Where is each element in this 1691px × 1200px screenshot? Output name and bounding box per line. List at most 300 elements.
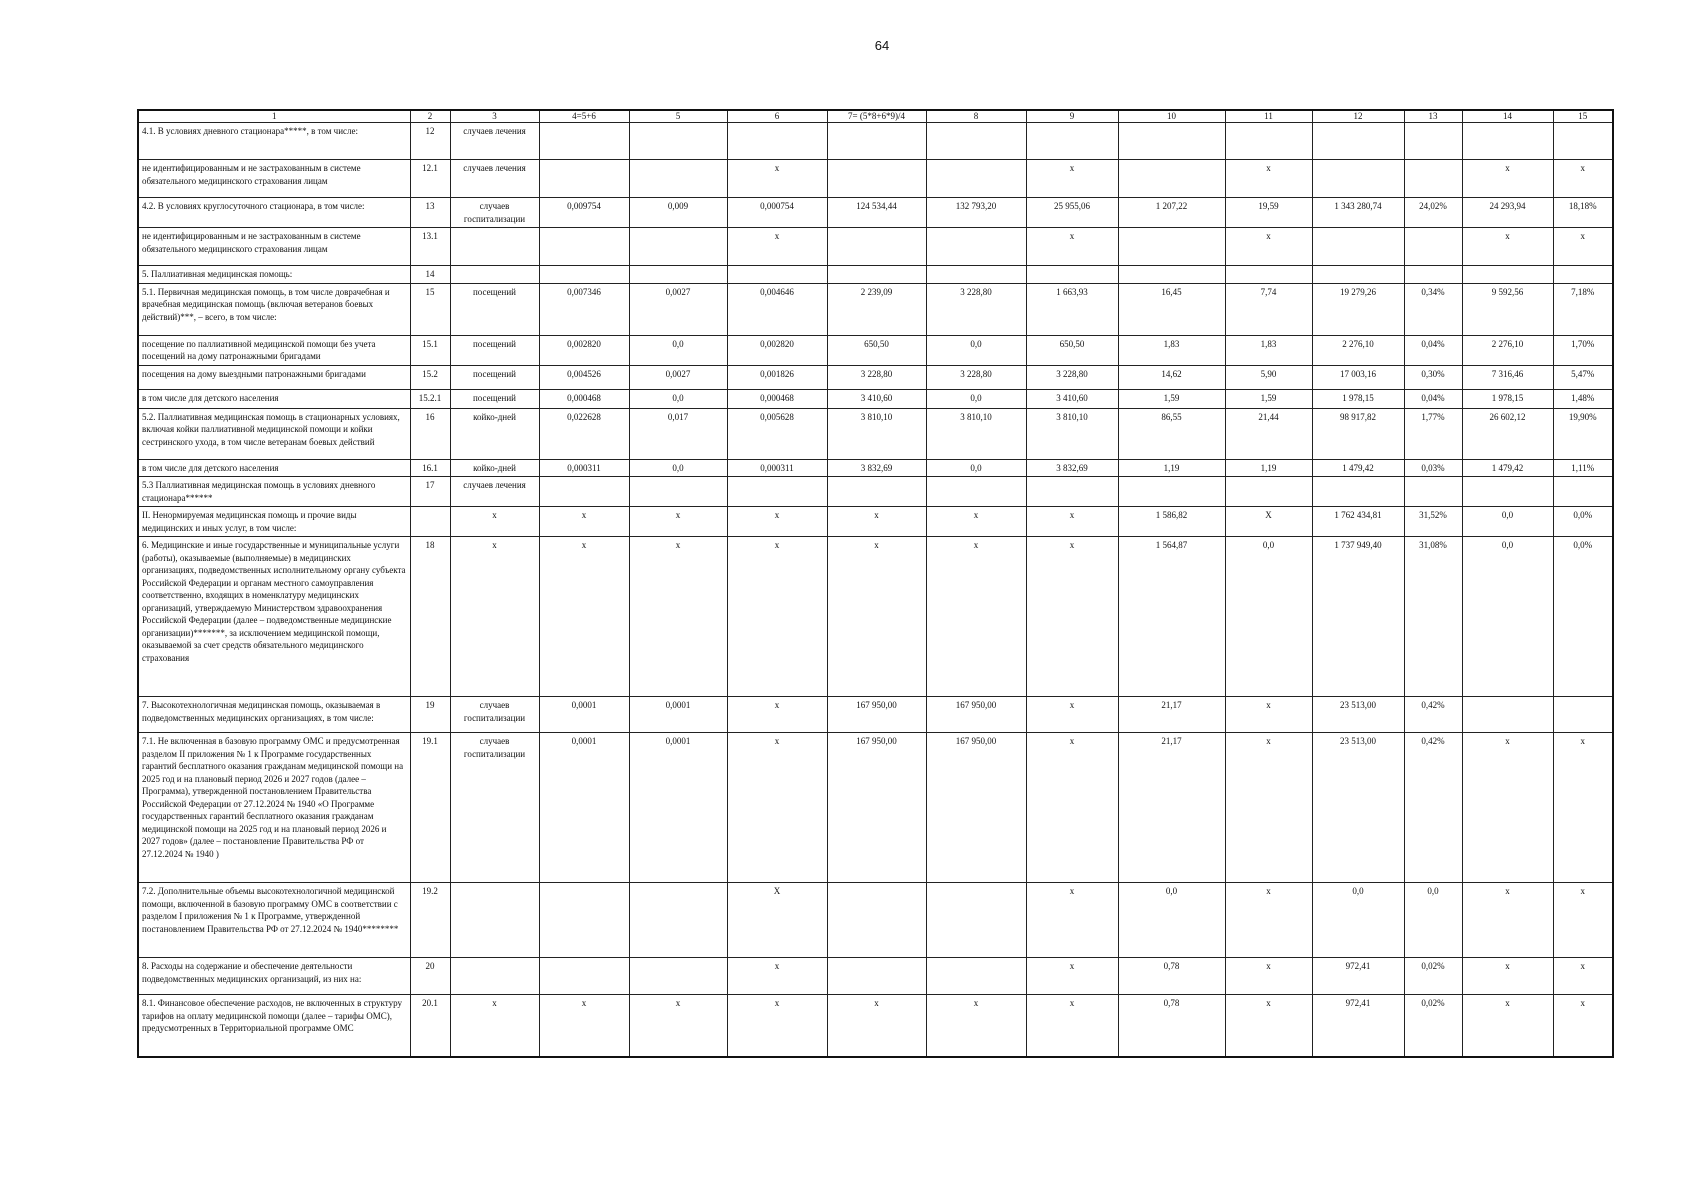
table-cell: 0,0001 xyxy=(539,697,629,733)
table-cell xyxy=(926,123,1026,160)
table-cell: x xyxy=(539,537,629,697)
table-cell xyxy=(1553,123,1613,160)
table-row xyxy=(138,160,1613,198)
table-row xyxy=(138,733,1613,883)
table-cell: 0,017 xyxy=(629,408,727,459)
table-cell xyxy=(629,228,727,266)
table-cell xyxy=(539,266,629,284)
table-cell: 3 810,10 xyxy=(1026,408,1118,459)
table-cell: x xyxy=(926,537,1026,697)
header-row xyxy=(138,110,1613,123)
table-cell: 0,0 xyxy=(629,459,727,477)
table-cell: 16 xyxy=(410,408,450,459)
row-label-cell: посещения на дому выездными патронажными бригадами xyxy=(138,365,410,389)
table-cell: 0,02% xyxy=(1404,958,1462,995)
table-cell xyxy=(1404,123,1462,160)
table-cell: x xyxy=(450,507,539,537)
table-cell xyxy=(727,123,827,160)
table-cell: 1 978,15 xyxy=(1462,389,1553,408)
table-cell: x xyxy=(727,733,827,883)
table-cell: x xyxy=(450,537,539,697)
table-cell: 167 950,00 xyxy=(926,697,1026,733)
header-cell: 3 xyxy=(450,110,539,123)
table-cell: 0,004646 xyxy=(727,283,827,335)
table-cell: x xyxy=(727,995,827,1057)
table-cell: 2 276,10 xyxy=(1462,335,1553,365)
table-cell: посещений xyxy=(450,365,539,389)
header-cell: 15 xyxy=(1553,110,1613,123)
header-cell: 14 xyxy=(1462,110,1553,123)
table-cell: 16,45 xyxy=(1118,283,1225,335)
table-cell: 20 xyxy=(410,958,450,995)
table-cell: 1,19 xyxy=(1225,459,1312,477)
table-cell: 19 xyxy=(410,697,450,733)
table-row xyxy=(138,697,1613,733)
table-cell: посещений xyxy=(450,389,539,408)
table-cell: x xyxy=(1553,883,1613,958)
row-label-cell: не идентифицированным и не застрахованным в системе обязательного медицинского страхования лицам xyxy=(138,228,410,266)
table-cell: 15.2 xyxy=(410,365,450,389)
table-cell xyxy=(539,160,629,198)
table-cell: 0,000468 xyxy=(727,389,827,408)
row-label-cell: 7.2. Дополнительные объемы высокотехнологичной медицинской помощи, включенной в базовую программу ОМС в соответствии с разделом I приложения № 1 к Программе, утвержденной постановлением Правительства РФ от 27.12.2024 № 1940******** xyxy=(138,883,410,958)
table-cell: 3 410,60 xyxy=(827,389,926,408)
table-cell xyxy=(926,228,1026,266)
table-cell: 0,0 xyxy=(629,389,727,408)
table-cell: 0,34% xyxy=(1404,283,1462,335)
table-cell: 1 762 434,81 xyxy=(1312,507,1404,537)
table-cell: койко-дней xyxy=(450,408,539,459)
table-cell xyxy=(1462,697,1553,733)
table-cell: x xyxy=(827,537,926,697)
table-cell: случаев госпитализации xyxy=(450,198,539,228)
table-cell: 972,41 xyxy=(1312,958,1404,995)
table-cell: 0,000468 xyxy=(539,389,629,408)
table-cell xyxy=(1404,160,1462,198)
table-cell: 3 228,80 xyxy=(926,365,1026,389)
table-cell: x xyxy=(727,228,827,266)
table-cell: x xyxy=(1462,733,1553,883)
table-cell: 1,59 xyxy=(1118,389,1225,408)
table-cell: 3 810,10 xyxy=(827,408,926,459)
table-cell: 3 228,80 xyxy=(926,283,1026,335)
table-row xyxy=(138,995,1613,1057)
table-row xyxy=(138,283,1613,335)
table-cell: x xyxy=(1462,160,1553,198)
table-cell: X xyxy=(727,883,827,958)
table-cell: 0,0001 xyxy=(629,733,727,883)
table-row xyxy=(138,537,1613,697)
table-row xyxy=(138,198,1613,228)
table-cell: x xyxy=(727,507,827,537)
table-cell: x xyxy=(1026,228,1118,266)
table-cell: 0,04% xyxy=(1404,389,1462,408)
table-cell xyxy=(926,958,1026,995)
header-cell: 4=5+6 xyxy=(539,110,629,123)
row-label-cell: 4.1. В условиях дневного стационара*****, в том числе: xyxy=(138,123,410,160)
row-label-cell: не идентифицированным и не застрахованным в системе обязательного медицинского страхования лицам xyxy=(138,160,410,198)
header-cell: 6 xyxy=(727,110,827,123)
table-cell: 0,03% xyxy=(1404,459,1462,477)
table-cell xyxy=(926,266,1026,284)
table-cell: 18 xyxy=(410,537,450,697)
table-cell: 12 xyxy=(410,123,450,160)
table-cell: x xyxy=(1026,883,1118,958)
table-cell: случаев госпитализации xyxy=(450,733,539,883)
row-label-cell: в том числе для детского населения xyxy=(138,459,410,477)
table-cell: 31,08% xyxy=(1404,537,1462,697)
table-cell: 0,02% xyxy=(1404,995,1462,1057)
table-cell: 0,30% xyxy=(1404,365,1462,389)
table-cell: 15 xyxy=(410,283,450,335)
table-cell: 0,0 xyxy=(1312,883,1404,958)
table-cell: 0,0 xyxy=(926,389,1026,408)
table-cell: 1,48% xyxy=(1553,389,1613,408)
table-cell xyxy=(450,883,539,958)
table-cell xyxy=(926,160,1026,198)
table-cell xyxy=(1118,266,1225,284)
table-cell xyxy=(926,883,1026,958)
table-cell xyxy=(727,266,827,284)
table-cell: 0,0027 xyxy=(629,365,727,389)
table-cell: 19 279,26 xyxy=(1312,283,1404,335)
table-cell: 167 950,00 xyxy=(827,697,926,733)
table-cell xyxy=(1553,266,1613,284)
table-cell: 14 xyxy=(410,266,450,284)
table-cell xyxy=(539,883,629,958)
table-cell: 15.1 xyxy=(410,335,450,365)
table-cell: 1,59 xyxy=(1225,389,1312,408)
table-cell: 12.1 xyxy=(410,160,450,198)
table-cell xyxy=(827,123,926,160)
table-cell: 1,83 xyxy=(1225,335,1312,365)
table-cell xyxy=(1225,266,1312,284)
table-cell: 3 410,60 xyxy=(1026,389,1118,408)
table-cell xyxy=(1404,266,1462,284)
table-cell xyxy=(827,266,926,284)
table-cell: 15.2.1 xyxy=(410,389,450,408)
table-cell: 14,62 xyxy=(1118,365,1225,389)
table-cell: 1 207,22 xyxy=(1118,198,1225,228)
table-cell: 19,59 xyxy=(1225,198,1312,228)
row-label-cell: 5.3 Паллиативная медицинская помощь в условиях дневного стационара****** xyxy=(138,477,410,507)
table-cell xyxy=(827,958,926,995)
table-cell: 0,0 xyxy=(1404,883,1462,958)
table-cell xyxy=(1225,123,1312,160)
table-cell: x xyxy=(1225,228,1312,266)
header-cell: 10 xyxy=(1118,110,1225,123)
table-cell xyxy=(1404,477,1462,507)
table-cell: x xyxy=(1462,958,1553,995)
table-cell: 26 602,12 xyxy=(1462,408,1553,459)
header-cell: 5 xyxy=(629,110,727,123)
table-cell xyxy=(450,266,539,284)
table-cell: 3 228,80 xyxy=(1026,365,1118,389)
header-cell: 2 xyxy=(410,110,450,123)
table-cell: 0,0027 xyxy=(629,283,727,335)
table-cell: 86,55 xyxy=(1118,408,1225,459)
table-cell xyxy=(1225,477,1312,507)
table-cell xyxy=(1404,228,1462,266)
table-cell xyxy=(1026,123,1118,160)
table-cell: койко-дней xyxy=(450,459,539,477)
table-cell: x xyxy=(727,697,827,733)
table-cell: x xyxy=(539,995,629,1057)
table-cell: 0,0001 xyxy=(629,697,727,733)
table-cell: x xyxy=(1026,537,1118,697)
table-cell: 21,17 xyxy=(1118,733,1225,883)
table-cell xyxy=(1462,266,1553,284)
table-cell: x xyxy=(539,507,629,537)
table-cell xyxy=(410,507,450,537)
table-cell xyxy=(727,477,827,507)
table-cell: 3 228,80 xyxy=(827,365,926,389)
table-cell: 21,44 xyxy=(1225,408,1312,459)
table-cell: 24,02% xyxy=(1404,198,1462,228)
table-cell: 167 950,00 xyxy=(827,733,926,883)
table-cell: 23 513,00 xyxy=(1312,733,1404,883)
table-row xyxy=(138,408,1613,459)
row-label-cell: посещение по паллиативной медицинской помощи без учета посещений на дому патронажными бригадами xyxy=(138,335,410,365)
table-cell: 0,001826 xyxy=(727,365,827,389)
table-cell: 1,11% xyxy=(1553,459,1613,477)
table-row xyxy=(138,123,1613,160)
table-cell: 2 239,09 xyxy=(827,283,926,335)
table-cell: 1,19 xyxy=(1118,459,1225,477)
table-cell: x xyxy=(1026,958,1118,995)
table-cell: 0,0 xyxy=(926,459,1026,477)
table-cell: случаев лечения xyxy=(450,123,539,160)
table-cell xyxy=(1312,160,1404,198)
table-cell xyxy=(1312,477,1404,507)
row-label-cell: 8.1. Финансовое обеспечение расходов, не включенных в структуру тарифов на оплату медицинской помощи (далее – тарифы ОМС), предусмотренных в Территориальной программе ОМС xyxy=(138,995,410,1057)
table-cell xyxy=(1462,477,1553,507)
table-cell: 1,70% xyxy=(1553,335,1613,365)
table-cell: 124 534,44 xyxy=(827,198,926,228)
table-cell: 3 832,69 xyxy=(827,459,926,477)
table-cell: 0,78 xyxy=(1118,995,1225,1057)
table-cell xyxy=(1118,228,1225,266)
table-cell: 1 343 280,74 xyxy=(1312,198,1404,228)
header-cell: 11 xyxy=(1225,110,1312,123)
table-cell: 0,004526 xyxy=(539,365,629,389)
row-label-cell: 4.2. В условиях круглосуточного стационара, в том числе: xyxy=(138,198,410,228)
table-cell: 17 003,16 xyxy=(1312,365,1404,389)
table-cell xyxy=(1026,477,1118,507)
table-cell: x xyxy=(1553,958,1613,995)
table-row xyxy=(138,507,1613,537)
table-cell: 3 810,10 xyxy=(926,408,1026,459)
table-cell xyxy=(1553,697,1613,733)
table-cell: 20.1 xyxy=(410,995,450,1057)
table-cell: 1,77% xyxy=(1404,408,1462,459)
table-cell: x xyxy=(1225,883,1312,958)
table-row xyxy=(138,365,1613,389)
table-cell: 25 955,06 xyxy=(1026,198,1118,228)
table-cell: 5,47% xyxy=(1553,365,1613,389)
table-cell: 13 xyxy=(410,198,450,228)
table-cell xyxy=(1312,266,1404,284)
table-cell xyxy=(1553,477,1613,507)
table-cell: x xyxy=(1225,958,1312,995)
table-cell xyxy=(827,883,926,958)
table-cell: x xyxy=(629,995,727,1057)
table-cell: случаев лечения xyxy=(450,160,539,198)
row-label-cell: 6. Медицинские и иные государственные и муниципальные услуги (работы), оказываемые (выполняемые) в медицинских организациях, подведомственных исполнительному органу субъекта Российской Федерации и органам местного самоуправления соответственно, входящих в номенклатуру медицинских организаций, утверждаемую Министерством здравоохранения Российской Федерации (далее – подведомственные медицинские организации)*******, за исключением медицинской помощи, оказываемой за счет средств обязательного медицинского страхования xyxy=(138,537,410,697)
table-row xyxy=(138,958,1613,995)
row-label-cell: 7. Высокотехнологичная медицинская помощь, оказываемая в подведомственных медицинских организациях, в том числе: xyxy=(138,697,410,733)
table-cell: 19.2 xyxy=(410,883,450,958)
table-cell: x xyxy=(926,995,1026,1057)
table-cell: 0,42% xyxy=(1404,697,1462,733)
table-cell xyxy=(629,266,727,284)
table-row xyxy=(138,389,1613,408)
table-cell: x xyxy=(629,507,727,537)
table-cell: посещений xyxy=(450,283,539,335)
table-cell: 7,18% xyxy=(1553,283,1613,335)
table-row xyxy=(138,228,1613,266)
table-cell: 1 978,15 xyxy=(1312,389,1404,408)
table-cell: 0,0 xyxy=(1118,883,1225,958)
table-cell: 13.1 xyxy=(410,228,450,266)
table-cell xyxy=(827,228,926,266)
table-cell: x xyxy=(1225,160,1312,198)
header-cell: 7= (5*8+6*9)/4 xyxy=(827,110,926,123)
table-cell: x xyxy=(629,537,727,697)
row-label-cell: II. Ненормируемая медицинская помощь и прочие виды медицинских и иных услуг, в том числе: xyxy=(138,507,410,537)
table-cell: 1 564,87 xyxy=(1118,537,1225,697)
table-cell: x xyxy=(1553,995,1613,1057)
table-cell: 0,000754 xyxy=(727,198,827,228)
row-label-cell: 8. Расходы на содержание и обеспечение деятельности подведомственных медицинских организаций, из них на: xyxy=(138,958,410,995)
table-cell: 167 950,00 xyxy=(926,733,1026,883)
table-cell xyxy=(629,883,727,958)
table-cell: 18,18% xyxy=(1553,198,1613,228)
table-cell: 1 586,82 xyxy=(1118,507,1225,537)
table-cell: 0,002820 xyxy=(727,335,827,365)
table-cell: 132 793,20 xyxy=(926,198,1026,228)
table-cell xyxy=(1118,160,1225,198)
table-cell: 0,78 xyxy=(1118,958,1225,995)
table-cell: x xyxy=(1026,995,1118,1057)
row-label-cell: 5.2. Паллиативная медицинская помощь в стационарных условиях, включая койки паллиативной медицинской помощи и койки сестринского ухода, в том числе ветеранам боевых действий xyxy=(138,408,410,459)
table-cell: 1 737 949,40 xyxy=(1312,537,1404,697)
table-cell: 19.1 xyxy=(410,733,450,883)
table-cell: 23 513,00 xyxy=(1312,697,1404,733)
table-cell: x xyxy=(727,160,827,198)
table-cell: 2 276,10 xyxy=(1312,335,1404,365)
header-cell: 13 xyxy=(1404,110,1462,123)
table-cell: x xyxy=(1225,697,1312,733)
table-cell: 0,007346 xyxy=(539,283,629,335)
table-cell: 1 663,93 xyxy=(1026,283,1118,335)
table-cell: 16.1 xyxy=(410,459,450,477)
table-row xyxy=(138,477,1613,507)
table-cell: 0,0001 xyxy=(539,733,629,883)
table-cell xyxy=(1026,266,1118,284)
table-cell: x xyxy=(450,995,539,1057)
table-cell: x xyxy=(827,995,926,1057)
table-cell xyxy=(1118,123,1225,160)
data-table xyxy=(137,109,1614,1058)
table-cell: 7,74 xyxy=(1225,283,1312,335)
table-cell: x xyxy=(827,507,926,537)
table-cell xyxy=(629,160,727,198)
table-cell xyxy=(629,477,727,507)
table-cell xyxy=(1462,123,1553,160)
table-cell: 0,0 xyxy=(629,335,727,365)
table-cell: посещений xyxy=(450,335,539,365)
table-cell: 0,005628 xyxy=(727,408,827,459)
table-cell: 0,000311 xyxy=(539,459,629,477)
table-cell: 0,022628 xyxy=(539,408,629,459)
table-cell xyxy=(1312,123,1404,160)
table-cell: 0,0 xyxy=(1462,507,1553,537)
table-cell: 1 479,42 xyxy=(1462,459,1553,477)
table-cell: 0,04% xyxy=(1404,335,1462,365)
table-cell xyxy=(539,123,629,160)
table-cell: x xyxy=(1225,733,1312,883)
table-cell: x xyxy=(1026,733,1118,883)
table-cell: x xyxy=(727,958,827,995)
table-cell: x xyxy=(1462,883,1553,958)
table-cell xyxy=(629,123,727,160)
table-cell: x xyxy=(1462,228,1553,266)
table-cell xyxy=(1312,228,1404,266)
table-cell: x xyxy=(1462,995,1553,1057)
table-cell: 972,41 xyxy=(1312,995,1404,1057)
table-cell: 0,002820 xyxy=(539,335,629,365)
row-label-cell: 5. Паллиативная медицинская помощь: xyxy=(138,266,410,284)
table-cell: x xyxy=(1026,697,1118,733)
table-cell: x xyxy=(1553,733,1613,883)
table-cell: случаев госпитализации xyxy=(450,697,539,733)
table-cell xyxy=(539,958,629,995)
table-cell: случаев лечения xyxy=(450,477,539,507)
table-cell: 98 917,82 xyxy=(1312,408,1404,459)
table-cell: 0,009 xyxy=(629,198,727,228)
table-cell xyxy=(629,958,727,995)
row-label-cell: 5.1. Первичная медицинская помощь, в том числе доврачебная и врачебная медицинская помощь (включая ветеранов боевых действий)***, – всего, в том числе: xyxy=(138,283,410,335)
table-cell: 0,0 xyxy=(1462,537,1553,697)
table-cell: 0,42% xyxy=(1404,733,1462,883)
table-cell xyxy=(926,477,1026,507)
table-cell: 1,83 xyxy=(1118,335,1225,365)
table-cell: x xyxy=(1026,160,1118,198)
table-cell: 9 592,56 xyxy=(1462,283,1553,335)
table-cell: X xyxy=(1225,507,1312,537)
table-cell: 5,90 xyxy=(1225,365,1312,389)
table-row xyxy=(138,883,1613,958)
header-cell: 12 xyxy=(1312,110,1404,123)
table-cell: 19,90% xyxy=(1553,408,1613,459)
table-cell: 3 832,69 xyxy=(1026,459,1118,477)
table-cell: 0,009754 xyxy=(539,198,629,228)
table-cell xyxy=(539,228,629,266)
page-number: 64 xyxy=(874,38,890,53)
table-cell: x xyxy=(1553,228,1613,266)
table-cell: x xyxy=(926,507,1026,537)
table-cell xyxy=(539,477,629,507)
table-row xyxy=(138,459,1613,477)
table-cell: x xyxy=(1026,507,1118,537)
table-cell: x xyxy=(1553,160,1613,198)
table-cell xyxy=(450,958,539,995)
header-cell: 8 xyxy=(926,110,1026,123)
table-cell: 0,0 xyxy=(926,335,1026,365)
table-row xyxy=(138,266,1613,284)
table-cell: x xyxy=(727,537,827,697)
